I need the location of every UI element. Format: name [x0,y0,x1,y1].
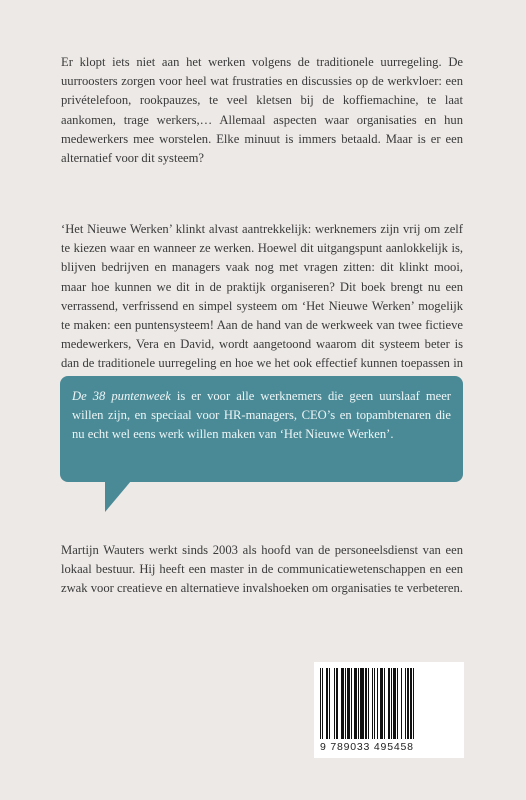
speech-bubble-tail [105,481,131,512]
author-bio: Martijn Wauters werkt sinds 2003 als hoofd van de personeelsdienst van een lokaal bestuur. Hij heeft een master in de communicatiewetenschappen en een zwak voor creatieve en alternatieve invalshoeken om organisaties te verbeteren. [61,543,463,596]
quote-speech-bubble [60,376,463,482]
book-title-italic: De 38 puntenweek [72,389,171,403]
blurb-paragraph-1: Er klopt iets niet aan het werken volgens de traditionele uurregeling. De uurroosters zorgen voor heel wat frustraties en discussies op de werkvloer: een privételefoon, rookpauzes, te veel kletsen bij de koffiemachine, te laat aankomen, trage werkers,… Allemaal aspecten waar organisaties en hun medewerkers mee worstelen. Elke minuut is immers betaald. Maar is er een alternatief voor dit systeem? [61,55,463,166]
isbn-number: 9 789033 495458 [320,741,414,753]
barcode-stripe [414,668,415,739]
isbn-barcode [314,662,464,758]
barcode-bars [320,668,458,739]
quote-body: is er voor alle werknemers die geen uurslaaf meer willen zijn, en speciaal voor HR-managers, CEO’s en topambtenaren die nu echt wel eens werk willen maken van ‘Het Nieuwe Werken’. [72,389,451,442]
quote-text [72,387,451,445]
blurb-paragraph-2: ‘Het Nieuwe Werken’ klinkt alvast aantrekkelijk: werknemers zijn vrij om zelf te kiezen waar en wanneer ze werken. Hoewel dit uitgangspunt aanlokkelijk is, blijven bedrijven en managers vaak nog met vragen zitten: dit klinkt mooi, maar hoe kunnen we dit in de praktijk organiseren? Dit boek brengt nu een verrassend, verfrissend en simpel systeem om ‘Het Nieuwe Werken’ mogelijk te maken: een puntensysteem! Aan de hand van de werkweek van twee fictieve medewerkers, Vera en David, wordt aangetoond waarom dit systeem beter is dan de traditionele uurregeling en hoe we het ook effectief kunnen toepassen in [61,222,463,371]
